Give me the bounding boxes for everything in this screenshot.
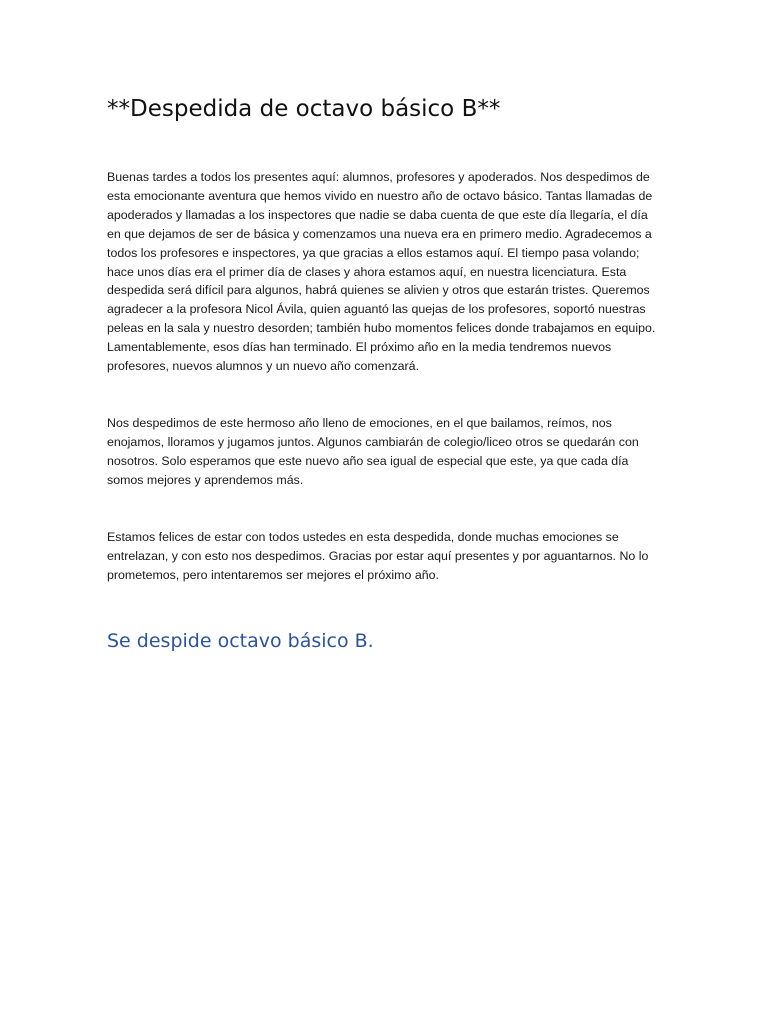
paragraph-1: Buenas tardes a todos los presentes aquí: alumnos, profesores y apoderados. Nos despedimos de esta emocionante aventura que hemos vivido en nuestro año de octavo básico. Tantas llamadas de apoderados y llamadas a los inspectores que nadie se daba cuenta de que este día llegaría, el día en que dejamos de ser de básica y comenzamos una nueva era en primero medio. Agradecemos a todos los profesores e inspectores, ya que gracias a ellos estamos aquí. El tiempo pasa volando; hace unos días era el primer día de clases y ahora estamos aquí, en nuestra licenciatura. Esta despedida será difícil para algunos, habrá quienes se alivien y otros que estarán tristes. Queremos agradecer a la profesora Nicol Ávila, quien aguantó las quejas de los profesores, soportó nuestras peleas en la sala y nuestro desorden; también hubo momentos felices donde trabajamos en equipo. Lamentablemente, esos días han terminado. El próximo año en la media tendremos nuevos profesores, nuevos alumnos y un nuevo año comenzará. [107, 170, 656, 374]
document-title: **Despedida de octavo básico B** [107, 96, 501, 122]
closing-heading: Se despide octavo básico B. [107, 630, 374, 652]
paragraph-3: Estamos felices de estar con todos ustedes en esta despedida, donde muchas emociones se entrelazan, y con esto nos despedimos. Gracias por estar aquí presentes y por aguantarnos. No lo prometemos, pero intentaremos ser mejores el próximo año. [107, 530, 649, 582]
paragraph-2: Nos despedimos de este hermoso año lleno de emociones, en el que bailamos, reímos, nos enojamos, lloramos y jugamos juntos. Algunos cambiarán de colegio/liceo otros se quedarán con nosotros. Solo esperamos que este nuevo año sea igual de especial que este, ya que cada día somos mejores y aprendemos más. [107, 416, 639, 487]
